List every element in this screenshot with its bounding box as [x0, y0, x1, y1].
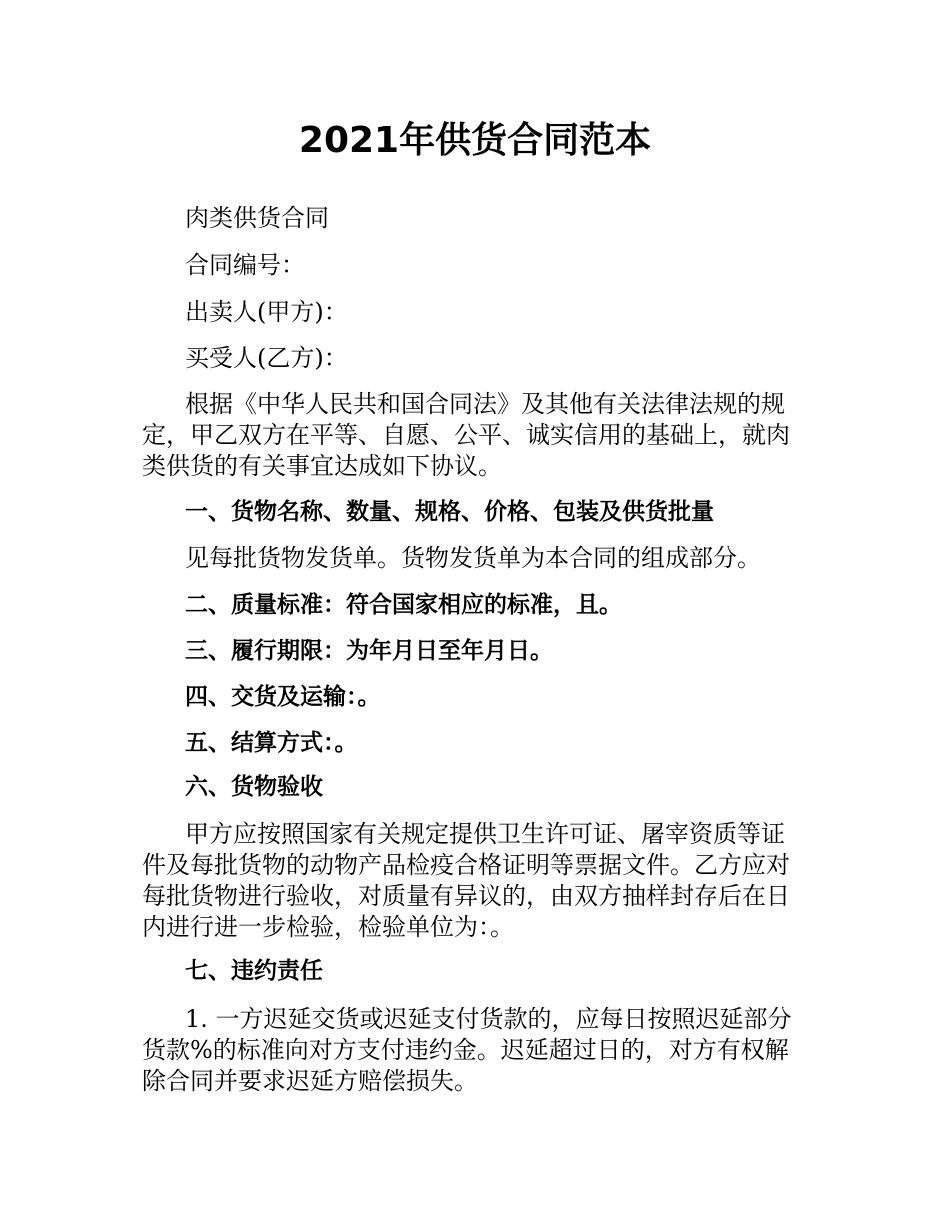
section-6-heading: 六、货物验收 — [185, 774, 323, 800]
section-5-heading: 五、结算方式：。 — [185, 730, 358, 756]
seller-party: 出卖人(甲方)： — [185, 298, 348, 326]
intro-paragraph: 根据《中华人民共和国合同法》及其他有关法律法规的规定，甲乙双方在平等、自愿、公平、诚实信用的基础上，就肉类供货的有关事宜达成如下协议。 — [142, 390, 790, 480]
section-4-heading: 四、交货及运输：。 — [185, 684, 381, 710]
section-1-body: 见每批货物发货单。货物发货单为本合同的组成部分。 — [185, 544, 761, 572]
contract-number: 合同编号： — [185, 251, 305, 279]
section-7-item-1: 1. 一方迟延交货或迟延支付货款的，应每日按照迟延部分货款%的标准向对方支付违约金。迟延超过日的，对方有权解除合同并要求迟延方赔偿损失。 — [142, 1005, 792, 1095]
section-6-body: 甲方应按照国家有关规定提供卫生许可证、屠宰资质等证件及每批货物的动物产品检疫合格证明等票据文件。乙方应对每批货物进行验收，对质量有异议的，由双方抽样封存后在日内进行进一步检验，检验单位为：。 — [142, 820, 790, 941]
buyer-party: 买受人(乙方)： — [185, 344, 348, 372]
section-7-heading: 七、违约责任 — [185, 958, 323, 984]
section-3-heading: 三、履行期限：为年月日至年月日。 — [185, 638, 553, 664]
document-title: 2021年供货合同范本 — [298, 120, 652, 161]
section-2-heading: 二、质量标准：符合国家相应的标准，且。 — [185, 592, 622, 618]
contract-name: 肉类供货合同 — [185, 204, 329, 232]
section-1-heading: 一、货物名称、数量、规格、价格、包装及供货批量 — [185, 499, 714, 525]
